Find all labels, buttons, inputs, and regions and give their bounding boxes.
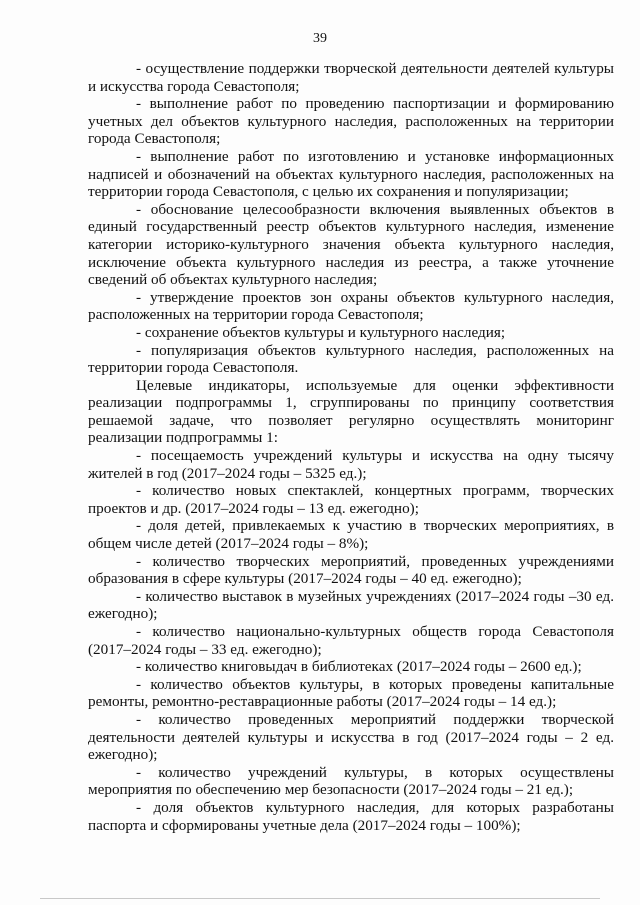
- indicator-item: - посещаемость учреждений культуры и искусства на одну тысячу жителей в год (2017–2024 годы – 5325 ед.);: [88, 447, 614, 482]
- indicator-item: - количество выставок в музейных учреждениях (2017–2024 годы –30 ед. ежегодно);: [88, 587, 614, 623]
- indicator-item: - количество учреждений культуры, в которых осуществлены мероприятия по обеспечению мер безопасности (2017–2024 годы – 21 ед.);: [88, 763, 614, 799]
- indicator-item: - количество проведенных мероприятий поддержки творческой деятельности деятелей культуры и искусства в год (2017–2024 годы – 2 ед. ежегодно);: [88, 710, 614, 764]
- document-body: [88, 60, 614, 834]
- list-item: - осуществление поддержки творческой деятельности деятелей культуры и искусства города Севастополя;: [88, 60, 614, 95]
- indicators-intro-paragraph: Целевые индикаторы, используемые для оценки эффективности реализации подпрограммы 1, сгруппированы по принципу соответствия решаемой задаче, что позволяет регулярно осуществлять мониторинг реализации подпрограммы 1:: [88, 376, 614, 447]
- list-item: - утверждение проектов зон охраны объектов культурного наследия, расположенных на территории города Севастополя;: [88, 288, 614, 324]
- indicator-item: - количество новых спектаклей, концертных программ, творческих проектов и др. (2017–2024 годы – 13 ед. ежегодно);: [88, 482, 614, 517]
- indicator-item: - количество творческих мероприятий, проведенных учреждениями образования в сфере культуры (2017–2024 годы – 40 ед. ежегодно);: [88, 552, 614, 588]
- indicator-item: - доля детей, привлекаемых к участию в творческих мероприятиях, в общем числе детей (2017–2024 годы – 8%);: [88, 517, 614, 553]
- scan-edge-divider: [40, 898, 600, 899]
- list-item: - обоснование целесообразности включения выявленных объектов в единый государственный реестр объектов культурного наследия, изменение категории историко-культурного значения объекта культурного наследия, исключение объекта культурного наследия из реестра, а также уточнение сведений об объектах культурного наследия;: [88, 200, 614, 289]
- page-number: 39: [313, 31, 327, 46]
- list-item: - выполнение работ по проведению паспортизации и формированию учетных дел объектов культурного наследия, расположенных на территории города Севастополя;: [88, 95, 614, 148]
- indicator-item: - количество объектов культуры, в которых проведены капитальные ремонты, ремонтно-реставрационные работы (2017–2024 годы – 14 ед.);: [88, 675, 614, 711]
- indicator-item: - доля объектов культурного наследия, для которых разработаны паспорта и сформированы учетные дела (2017–2024 годы – 100%);: [88, 798, 614, 834]
- indicator-item: - количество книговыдач в библиотеках (2017–2024 годы – 2600 ед.);: [136, 658, 582, 676]
- indicator-item: - количество национально-культурных обществ города Севастополя (2017–2024 годы – 33 ед. ежегодно);: [88, 623, 614, 658]
- list-item: - популяризация объектов культурного наследия, расположенных на территории города Севастополя.: [88, 341, 614, 377]
- list-item: - выполнение работ по изготовлению и установке информационных надписей и обозначений на объектах культурного наследия, расположенных на территории города Севастополя, с целью их сохранения и популяризации;: [88, 147, 614, 201]
- list-item: - сохранение объектов культуры и культурного наследия;: [136, 323, 506, 341]
